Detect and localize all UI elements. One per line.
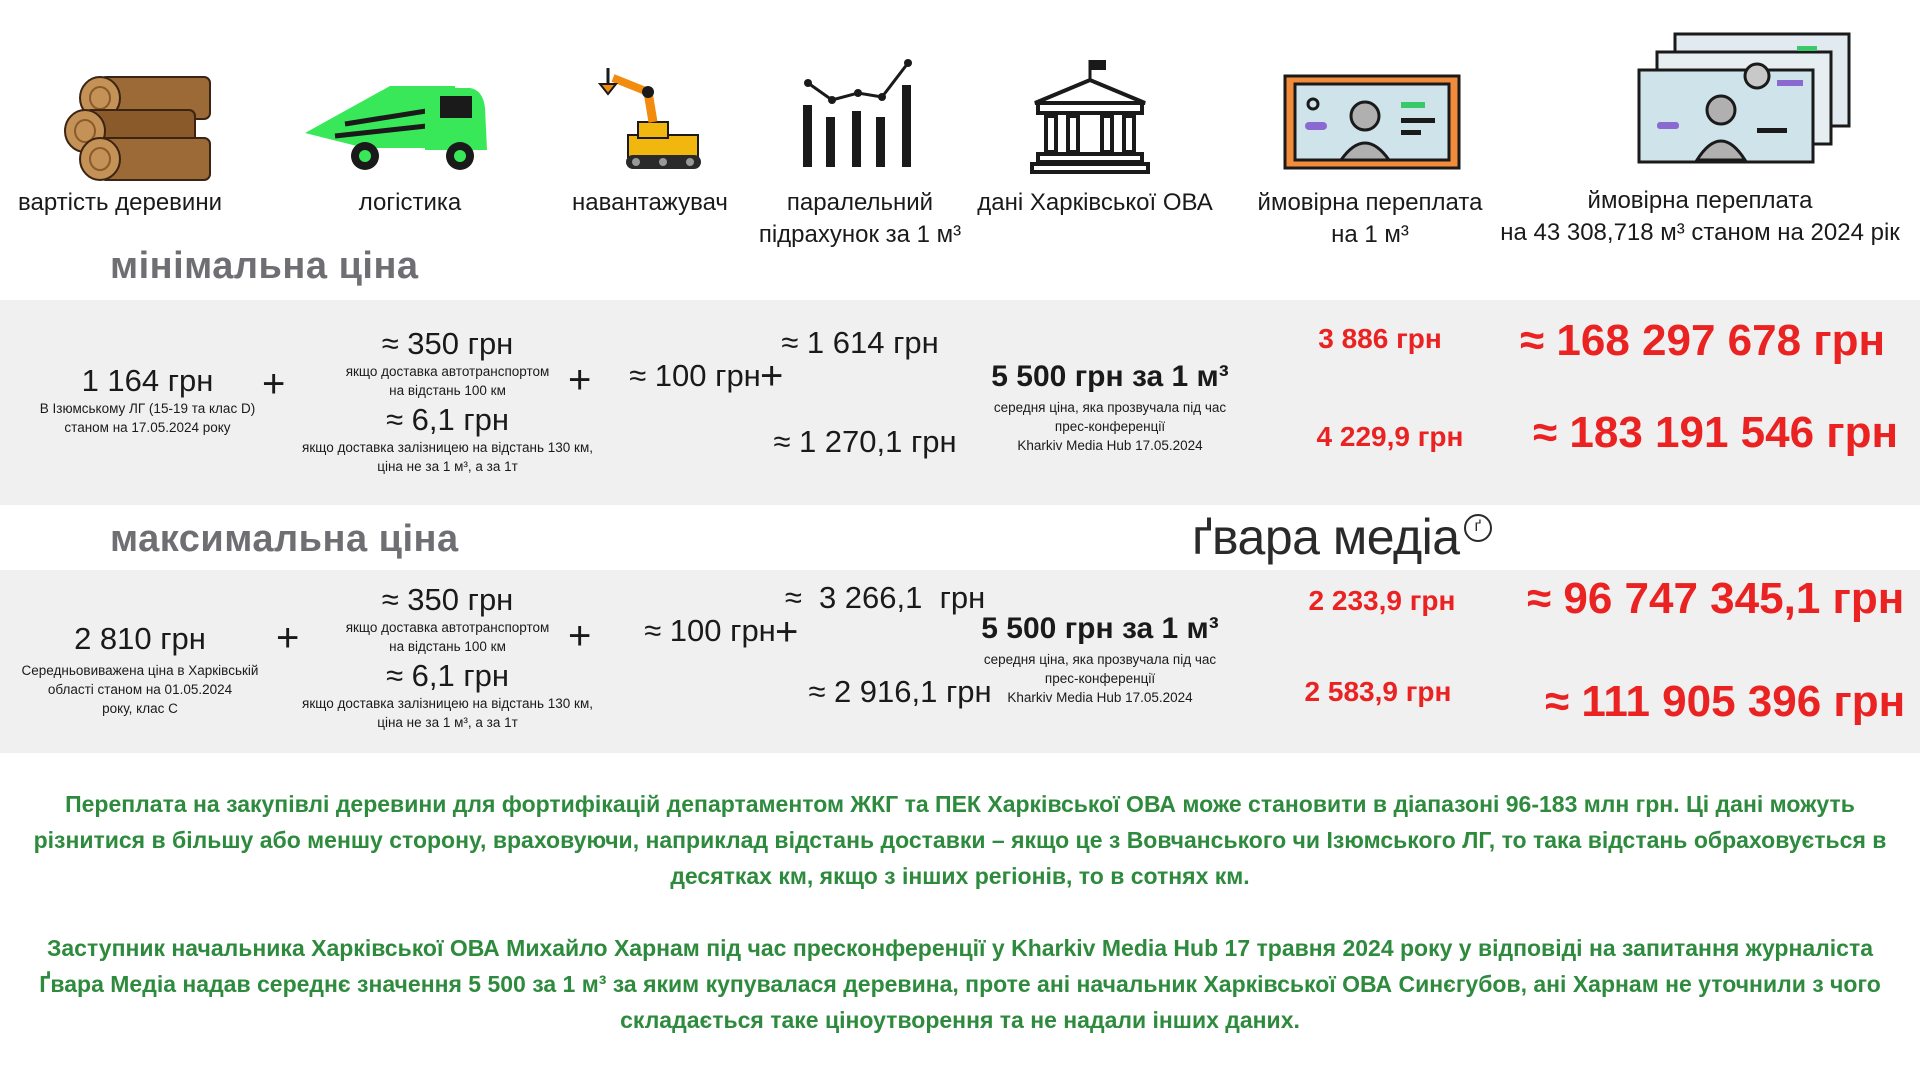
min-parallel-bottom: ≈ 1 270,1 грн bbox=[773, 424, 957, 459]
line-bar-chart-icon bbox=[800, 55, 920, 170]
plus-sign: + bbox=[760, 354, 784, 398]
max-total-top: ≈ 96 747 345,1 грн bbox=[1527, 574, 1905, 623]
quote-paragraph: Заступник начальника Харківської ОВА Михайло Харнам під час пресконференції у Kharkiv Media Hub 17 травня 2024 року у відповіді на запитання журналіста Ґвара Медіа надав середнє значення 5 500 за 1 м³ за яким купувалася деревина, проте ані начальник Харківської ОВА Синєгубов, ані Харнам не уточнили з чого складається таке ціноутворення та не надали інших даних. bbox=[39, 935, 1881, 1033]
header-parallel: паралельний підрахунок за 1 м³ bbox=[758, 189, 962, 248]
header-logistics: логістика bbox=[358, 189, 462, 216]
min-loader: ≈ 100 грн bbox=[629, 358, 761, 393]
header-loader: навантажувач bbox=[572, 189, 728, 216]
max-loader: ≈ 100 грн bbox=[644, 613, 776, 648]
header-ova: дані Харківської ОВА bbox=[977, 189, 1213, 216]
banknotes-stack-icon bbox=[1637, 32, 1852, 167]
header-overpay-m3: ймовірна переплата на 1 м³ bbox=[1257, 189, 1483, 248]
max-overpay-top: 2 233,9 грн bbox=[1308, 585, 1456, 616]
min-overpay-top: 3 886 грн bbox=[1318, 323, 1442, 354]
min-total-top: ≈ 168 297 678 грн bbox=[1520, 316, 1886, 365]
banknote-icon bbox=[1283, 74, 1461, 170]
summary-paragraph: Переплата на закупівлі деревини для фортифікацій департаментом ЖКГ та ПЕК Харківської ОВА може становити в діапазоні 96-183 млн грн. Ці дані можуть різнитися в більшу або меншу сторону, враховуючи, наприклад відстань доставки – якщо це з Вовчанського чи Ізюмського ЛГ, то така відстань обраховується в десятках км, якщо з інших регіонів, то в сотнях км. bbox=[33, 791, 1887, 889]
max-overpay-bottom: 2 583,9 грн bbox=[1304, 676, 1452, 707]
max-parallel-bottom: ≈ 2 916,1 грн bbox=[808, 674, 992, 709]
gvara-media-logo: ґвара медіа ґ bbox=[1192, 508, 1492, 566]
max-logistics: ≈ 350 грн якщо доставка автотранспортом на відстань 100 км ≈ 6,1 грн якщо доставка залізницею на відстань 130 км, ціна не за 1 м³, а за 1т bbox=[302, 582, 593, 730]
max-parallel-top: ≈ 3 266,1 грн bbox=[784, 580, 986, 615]
logs-icon bbox=[55, 72, 225, 182]
plus-sign: + bbox=[276, 616, 300, 660]
min-wood: 1 164 грн В Ізюмському ЛГ (15-19 та клас D) станом на 17.05.2024 року bbox=[39, 363, 256, 435]
min-overpay-bottom: 4 229,9 грн bbox=[1316, 421, 1464, 452]
plus-sign: + bbox=[568, 358, 592, 402]
min-ova: 5 500 грн за 1 м³ середня ціна, яка прозвучала під час прес-конференції Kharkiv Media Hub 17.05.2024 bbox=[991, 360, 1229, 453]
max-wood: 2 810 грн Середньовиважена ціна в Харківській області станом на 01.05.2024 року, клас С bbox=[21, 621, 259, 716]
plus-sign: + bbox=[775, 610, 799, 654]
min-logistics: ≈ 350 грн якщо доставка автотранспортом на відстань 100 км ≈ 6,1 грн якщо доставка залізницею на відстань 130 км, ціна не за 1 м³, а за 1т bbox=[302, 326, 593, 474]
header-overpay-total: ймовірна переплата на 43 308,718 м³ станом на 2024 рік bbox=[1500, 187, 1900, 246]
logo-mark-icon: ґ bbox=[1464, 514, 1492, 542]
government-building-icon bbox=[1030, 58, 1150, 176]
loader-crane-icon bbox=[588, 60, 713, 175]
header-wood: вартість деревини bbox=[18, 189, 222, 216]
plus-sign: + bbox=[568, 614, 592, 658]
min-total-bottom: ≈ 183 191 546 грн bbox=[1533, 408, 1899, 457]
min-parallel-top: ≈ 1 614 грн bbox=[781, 325, 939, 360]
max-section-title: максимальна ціна bbox=[110, 518, 459, 560]
plus-sign: + bbox=[262, 362, 286, 406]
max-total-bottom: ≈ 111 905 396 грн bbox=[1545, 677, 1906, 726]
max-ova: 5 500 грн за 1 м³ середня ціна, яка прозвучала під час прес-конференції Kharkiv Media Hub 17.05.2024 bbox=[981, 612, 1219, 705]
truck-icon bbox=[305, 78, 490, 178]
min-section-title: мінімальна ціна bbox=[110, 245, 419, 287]
